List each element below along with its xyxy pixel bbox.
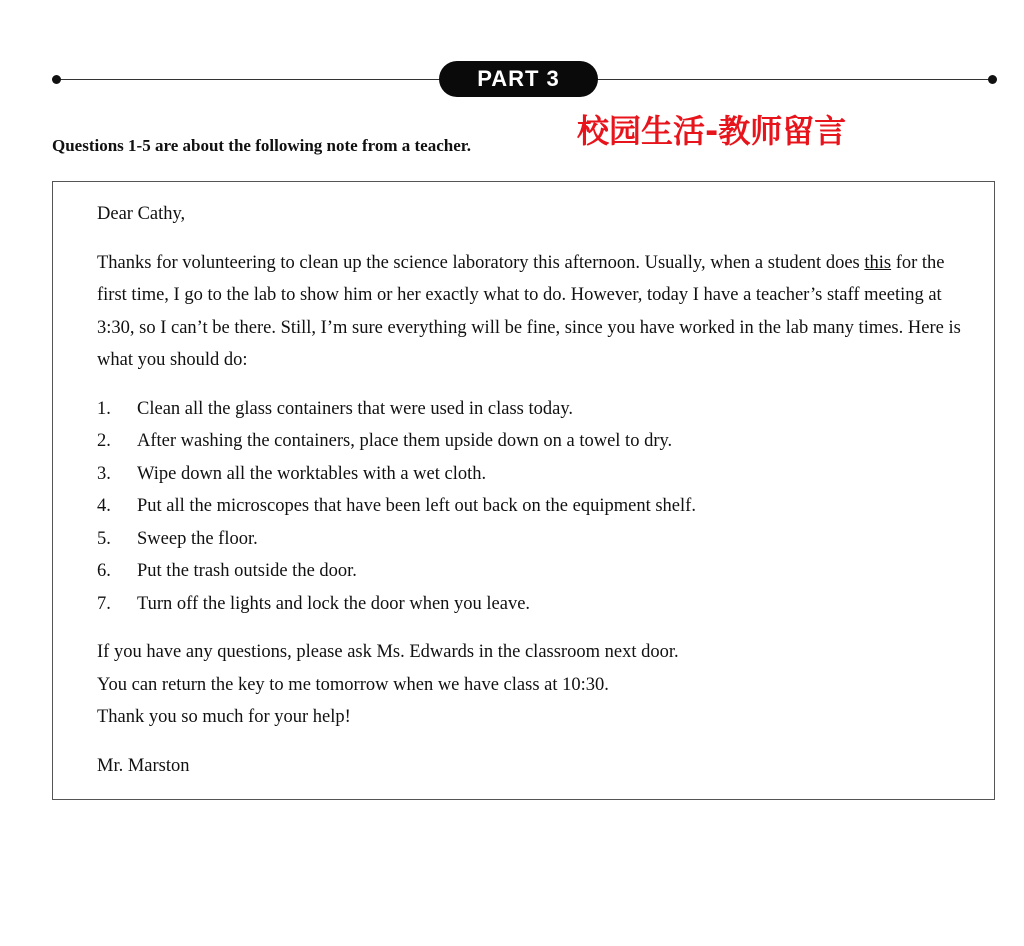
note-body [97,247,977,377]
underlined-word: this [864,252,892,273]
step-item [97,555,977,588]
step-number: 4. [97,496,111,516]
step-text: Put the trash outside the door. [137,561,357,581]
rule-dot-left [52,75,61,84]
note-greeting: Dear Cathy, [97,204,186,224]
closing-line: If you have any questions, please ask Ms. Edwards in the classroom next door. [97,642,679,662]
step-text: Sweep the floor. [137,528,258,549]
step-text: Clean all the glass containers that were used in class today. [137,398,573,419]
steps-list [97,393,977,621]
body-text-b: for the first time, I go to the lab to show him or her exactly what to do. However, today I have a teacher’s staff meeting at 3:30, so I can’t be there. Still, I’m sure everything will be fine, since you have worked in the lab many times. Here is what you should do: [97,252,961,370]
step-item [97,490,977,523]
category-label: 校园生活-教师留言 [577,112,847,150]
step-text: After washing the containers, place them upside down on a towel to dry. [137,431,673,451]
step-item [97,425,977,458]
step-number: 3. [97,463,111,484]
step-item [97,588,977,621]
rule-dot-right [988,75,997,84]
closing-line: Thank you so much for your help! [97,707,351,727]
step-text: Put all the microscopes that have been left out back on the equipment shelf. [137,496,696,516]
body-text-a: Thanks for volunteering to clean up the science laboratory this afternoon. Usually, when a student does [97,252,865,273]
step-text: Turn off the lights and lock the door when you leave. [137,593,531,614]
closing-line: You can return the key to me tomorrow when we have class at 10:30. [97,674,609,695]
note-closing [97,636,977,734]
note-signature: Mr. Marston [97,755,190,776]
step-number: 2. [97,431,111,451]
question-instruction: Questions 1-5 are about the following note from a teacher. [52,136,471,155]
step-number: 5. [97,528,111,549]
step-number: 1. [97,398,111,419]
step-item [97,393,977,426]
step-item [97,523,977,556]
step-item [97,458,977,491]
teacher-note [97,198,977,782]
step-text: Wipe down all the worktables with a wet cloth. [137,463,487,484]
step-number: 7. [97,593,111,614]
step-number: 6. [97,561,111,581]
part-badge: PART 3 [439,61,598,97]
